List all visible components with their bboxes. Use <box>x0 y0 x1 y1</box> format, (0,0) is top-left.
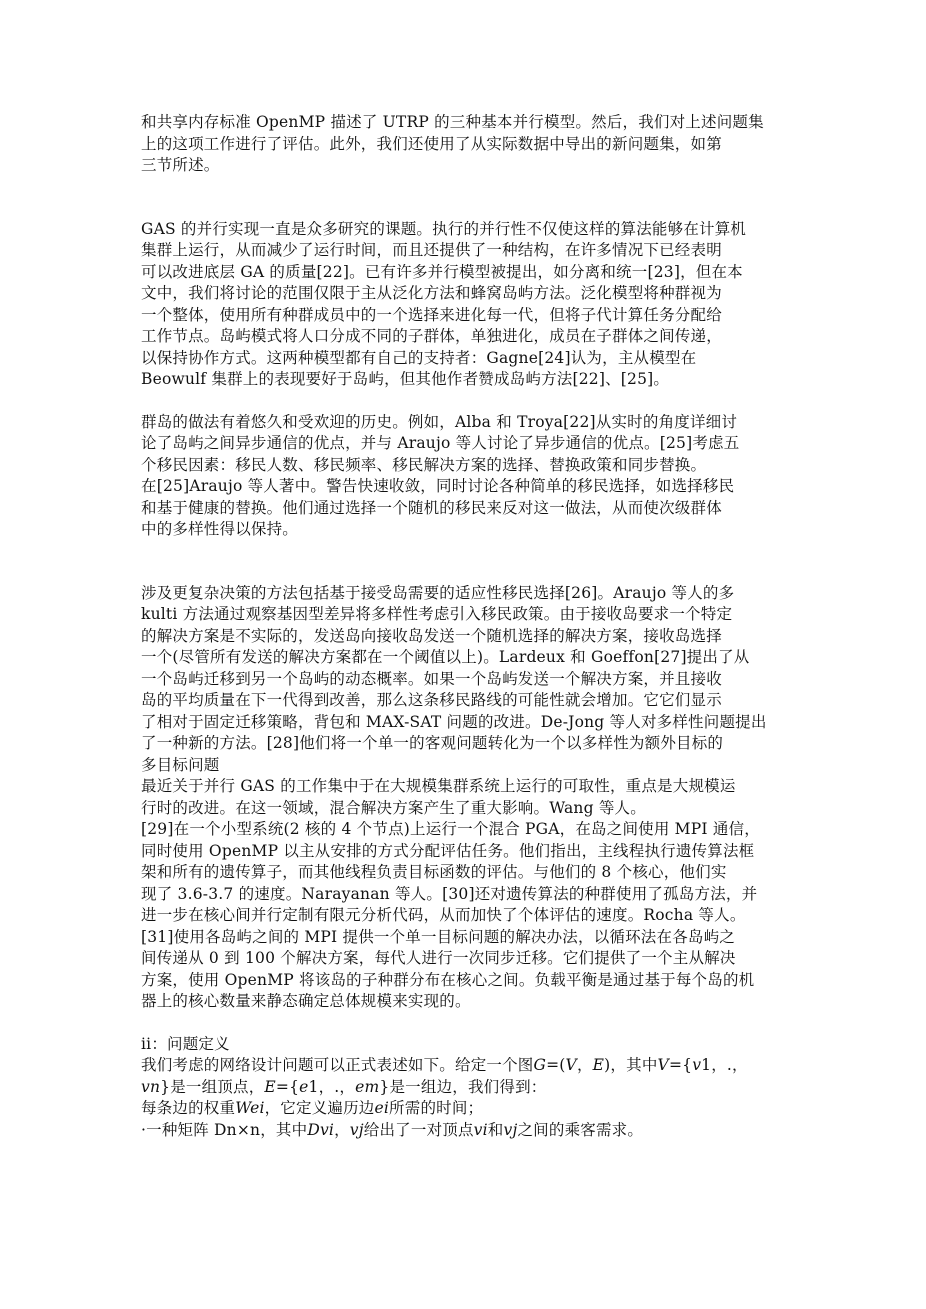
text-line: 了一种新的方法。[28]他们将一个单一的客观问题转化为一个以多样性为额外目标的 <box>141 734 724 752</box>
text-run: 和 <box>487 1120 504 1139</box>
text-line: 一个整体，使用所有种群成员中的一个选择来进化每一代，但将子代计算任务分配给 <box>141 305 722 324</box>
text-line: 行时的改进。在这一领域，混合解决方案产生了重大影响。Wang 等人。 <box>141 798 646 817</box>
text-run: }是一组顶点， <box>160 1077 265 1096</box>
text-line: 工作节点。岛屿模式将人口分成不同的子群体，单独进化，成员在子群体之间传递， <box>141 327 722 345</box>
text-run: 给出了一对顶点 <box>363 1120 474 1139</box>
math-symbol: Wei <box>235 1099 265 1117</box>
text-line: 三节所述。 <box>141 156 220 174</box>
math-symbol: vj <box>349 1120 364 1139</box>
text-line: 文中，我们将讨论的范围仅限于主从泛化方法和蜂窝岛屿方法。泛化模型将种群视为 <box>141 284 722 302</box>
text-line: 器上的核心数量来静态确定总体规模来实现的。 <box>141 992 471 1010</box>
text-line: Beowulf 集群上的表现要好于岛屿，但其他作者赞成岛屿方法[22]、[25]。 <box>141 370 670 388</box>
text-run: 之间的乘客需求。 <box>517 1120 644 1139</box>
paragraph-3 <box>141 412 797 541</box>
text-run: ， <box>334 1120 350 1139</box>
text-run: 我们考虑的网络设计问题可以正式表述如下。给定一个图 <box>141 1056 534 1074</box>
text-line: 可以改进底层 GA 的质量[22]。已有许多并行模型被提出，如分离和统一[23]，但在本 <box>141 262 743 281</box>
text-line <box>141 1055 797 1077</box>
text-run: 每条边的权重 <box>141 1099 236 1117</box>
text-line: 进一步在核心间并行定制有限元分析代码，从而加快了个体评估的速度。Rocha 等人。 <box>141 906 746 924</box>
math-symbol: e <box>299 1077 309 1096</box>
math-symbol: V <box>565 1056 577 1074</box>
text-line: GAS 的并行实现一直是众多研究的课题。执行的并行性不仅使这样的算法能够在计算机 <box>141 219 747 238</box>
text-line: 上的这项工作进行了评估。此外，我们还使用了从实际数据中导出的新问题集，如第 <box>141 134 722 153</box>
math-symbol: v <box>692 1056 702 1074</box>
text-line: 在[25]Araujo 等人著中。警告快速收敛，同时讨论各种简单的移民选择，如选择移民 <box>141 477 735 495</box>
text-line: 方案，使用 OpenMP 将该岛的子种群分布在核心之间。负载平衡是通过基于每个岛的机 <box>141 970 755 989</box>
text-run: ={ <box>275 1077 300 1096</box>
math-symbol: E <box>264 1077 276 1096</box>
text-line: 了相对于固定迁移策略，背包和 MAX-SAT 问题的改进。De-Jong 等人对多样性问题提出 <box>141 712 767 731</box>
text-line: 岛的平均质量在下一代得到改善，那么这条移民路线的可能性就会增加。它它们显示 <box>141 691 722 709</box>
text-line: 个移民因素：移民人数、移民频率、移民解决方案的选择、替换政策和同步替换。 <box>141 455 707 474</box>
paragraph-2 <box>141 219 797 391</box>
text-run: ，它定义遍历边 <box>264 1099 375 1117</box>
math-symbol: vn <box>141 1077 161 1096</box>
text-line: 最近关于并行 GAS 的工作集中于在大规模集群系统上运行的可取性，重点是大规模运 <box>141 777 736 795</box>
text-line: 集群上运行，从而减少了运行时间，而且还提供了一种结构，在许多情况下已经表明 <box>141 241 722 259</box>
text-line: 现了 3.6-3.7 的速度。Narayanan 等人。[30]还对遗传算法的种群使用了孤岛方法，并 <box>141 884 758 903</box>
text-line: 中的多样性得以保持。 <box>141 520 299 538</box>
text-run: =( <box>546 1056 566 1074</box>
text-line: 和基于健康的替换。他们通过选择一个随机的移民来反对这一做法，从而使次级群体 <box>141 498 722 517</box>
math-symbol: vi <box>473 1120 488 1139</box>
section-heading: ii：问题定义 <box>141 1034 230 1053</box>
text-line: 间传递从 0 到 100 个解决方案，每代人进行一次同步迁移。它们提供了一个主从解决 <box>141 949 736 967</box>
text-line: 一个(尽管所有发送的解决方案都在一个阈值以上)。Lardeux 和 Goeffon[27]提出了从 <box>141 648 750 666</box>
text-run: 1，.， <box>308 1077 356 1096</box>
math-symbol: V <box>657 1056 669 1074</box>
paragraph-4 <box>141 583 797 1013</box>
text-run: 1，.， <box>701 1056 748 1074</box>
document-page <box>141 112 797 1141</box>
paragraph-1 <box>141 112 797 177</box>
text-line: kulti 方法通过观察基因型差异将多样性考虑引入移民政策。由于接收岛要求一个特定 <box>141 605 733 623</box>
math-symbol: E <box>592 1056 605 1074</box>
math-symbol: G <box>533 1056 547 1074</box>
text-line <box>141 1077 797 1099</box>
text-run: ={ <box>668 1056 693 1074</box>
math-symbol: ei <box>374 1099 390 1117</box>
text-line: 多目标问题 <box>141 755 220 774</box>
text-line: 一个岛屿迁移到另一个岛屿的动态概率。如果一个岛屿发送一个解决方案，并且接收 <box>141 669 722 688</box>
text-line: 架和所有的遗传算子，而其他线程负责目标函数的评估。与他们的 8 个核心，他们实 <box>141 863 727 881</box>
text-line: [31]使用各岛屿之间的 MPI 提供一个单一目标问题的解决办法，以循环法在各岛屿之 <box>141 927 735 946</box>
text-line: 论了岛屿之间异步通信的优点，并与 Araujo 等人讨论了异步通信的优点。[25]考虑五 <box>141 434 740 452</box>
math-symbol: Dvi <box>307 1120 335 1139</box>
text-line: 群岛的做法有着悠久和受欢迎的历史。例如，Alba 和 Troya[22]从实时的角度详细讨 <box>141 412 738 431</box>
text-run: }是一组边，我们得到： <box>379 1077 547 1096</box>
math-symbol: em <box>355 1077 380 1096</box>
text-run: )，其中 <box>604 1056 658 1074</box>
text-line <box>141 1120 797 1142</box>
math-symbol: vj <box>503 1120 518 1139</box>
section-problem-definition <box>141 1034 797 1142</box>
text-run: ·一种矩阵 Dn×n，其中 <box>141 1120 308 1139</box>
text-run: ， <box>576 1056 593 1074</box>
text-line: 和共享内存标准 OpenMP 描述了 UTRP 的三种基本并行模型。然后，我们对上述问题集 <box>141 113 764 131</box>
text-line: 以保持协作方式。这两种模型都有自己的支持者：Gagne[24]认为，主从模型在 <box>141 348 697 367</box>
text-line <box>141 1098 797 1120</box>
text-run: 所需的时间； <box>389 1099 484 1117</box>
text-line: 同时使用 OpenMP 以主从安排的方式分配评估任务。他们指出，主线程执行遗传算法框 <box>141 841 755 860</box>
text-line: [29]在一个小型系统(2 核的 4 个节点)上运行一个混合 PGA，在岛之间使用 MPI 通信， <box>141 820 760 838</box>
text-line: 的解决方案是不实际的，发送岛向接收岛发送一个随机选择的解决方案，接收岛选择 <box>141 626 722 645</box>
text-line: 涉及更复杂决策的方法包括基于接受岛需要的适应性移民选择[26]。Araujo 等人的多 <box>141 583 735 602</box>
